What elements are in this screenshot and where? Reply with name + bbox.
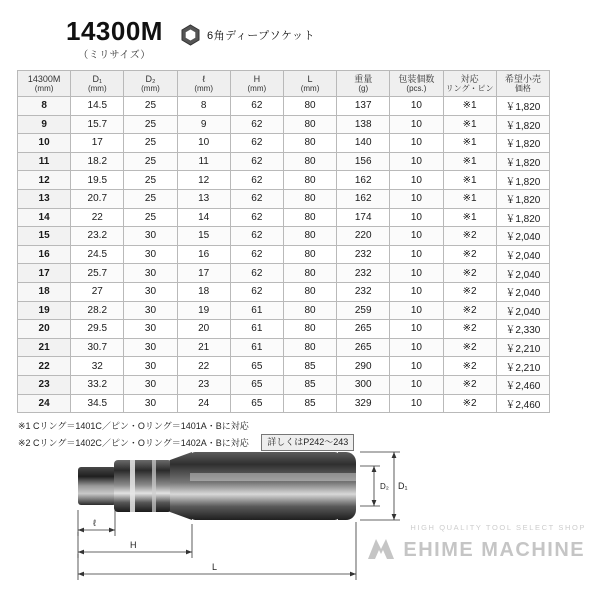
cell-size: 18 (18, 282, 71, 301)
cell-r4-c8: ※1 (443, 171, 496, 190)
shape-label: 6角ディープソケット (206, 30, 315, 42)
cell-r0-c3: 8 (177, 97, 230, 116)
cell-r9-c4: 62 (230, 264, 283, 283)
cell-r12-c9: ￥2,330 (496, 320, 549, 339)
cell-r13-c1: 30.7 (71, 338, 124, 357)
cell-r9-c5: 80 (283, 264, 336, 283)
page-header (16, 18, 584, 64)
cell-r6-c4: 62 (230, 208, 283, 227)
table-row (18, 245, 550, 264)
cell-r1-c9: ￥1,820 (496, 115, 549, 134)
cell-r6-c3: 14 (177, 208, 230, 227)
cell-r14-c3: 22 (177, 357, 230, 376)
page-title: 14300M (66, 16, 163, 46)
cell-r4-c5: 80 (283, 171, 336, 190)
cell-r11-c5: 80 (283, 301, 336, 320)
cell-r2-c9: ￥1,820 (496, 134, 549, 153)
cell-size: 20 (18, 320, 71, 339)
cell-r2-c4: 62 (230, 134, 283, 153)
cell-r6-c9: ￥1,820 (496, 208, 549, 227)
table-row (18, 208, 550, 227)
table-header-row (18, 71, 550, 97)
cell-r3-c1: 18.2 (71, 152, 124, 171)
cell-r3-c4: 62 (230, 152, 283, 171)
cell-r6-c1: 22 (71, 208, 124, 227)
footnote-1 (18, 420, 584, 434)
cell-r4-c4: 62 (230, 171, 283, 190)
cell-r11-c8: ※2 (443, 301, 496, 320)
table-body (18, 97, 550, 413)
cell-r5-c9: ￥1,820 (496, 189, 549, 208)
cell-r16-c8: ※2 (443, 394, 496, 413)
cell-size: 22 (18, 357, 71, 376)
cell-size: 8 (18, 97, 71, 116)
cell-r15-c6: 300 (337, 375, 390, 394)
watermark-tagline: HIGH QUALITY TOOL SELECT SHOP (410, 523, 586, 532)
cell-r1-c4: 62 (230, 115, 283, 134)
cell-r13-c4: 61 (230, 338, 283, 357)
cell-r1-c5: 80 (283, 115, 336, 134)
cell-r14-c5: 85 (283, 357, 336, 376)
cell-r15-c7: 10 (390, 375, 443, 394)
cell-r14-c9: ￥2,210 (496, 357, 549, 376)
footnote-1-text: ※1 Cリング＝1401C／ピン・Oリング＝1401A・Bに対応 (18, 421, 249, 432)
cell-r3-c5: 80 (283, 152, 336, 171)
table-row (18, 227, 550, 246)
table-row (18, 301, 550, 320)
cell-r0-c2: 25 (124, 97, 177, 116)
cell-r4-c2: 25 (124, 171, 177, 190)
cell-r10-c8: ※2 (443, 282, 496, 301)
cell-r16-c2: 30 (124, 394, 177, 413)
cell-r11-c3: 19 (177, 301, 230, 320)
cell-r9-c1: 25.7 (71, 264, 124, 283)
cell-r3-c9: ￥1,820 (496, 152, 549, 171)
model-block (66, 18, 163, 61)
watermark-brand: EHIME MACHINE (403, 539, 586, 561)
dim-label-h: H (130, 540, 137, 550)
cell-r16-c1: 34.5 (71, 394, 124, 413)
cell-r10-c9: ￥2,040 (496, 282, 549, 301)
cell-r16-c3: 24 (177, 394, 230, 413)
cell-r11-c4: 61 (230, 301, 283, 320)
dim-label-d2: D₂ (380, 482, 389, 491)
cell-r3-c6: 156 (337, 152, 390, 171)
cell-r1-c8: ※1 (443, 115, 496, 134)
cell-r11-c7: 10 (390, 301, 443, 320)
cell-r4-c3: 12 (177, 171, 230, 190)
cell-r8-c5: 80 (283, 245, 336, 264)
cell-r8-c1: 24.5 (71, 245, 124, 264)
cell-r16-c4: 65 (230, 394, 283, 413)
cell-r7-c6: 220 (337, 227, 390, 246)
spec-table (17, 70, 550, 413)
cell-r2-c7: 10 (390, 134, 443, 153)
cell-size: 15 (18, 227, 71, 246)
cell-r9-c7: 10 (390, 264, 443, 283)
cell-r12-c3: 20 (177, 320, 230, 339)
column-header-6: 重量 (g) (337, 71, 390, 97)
cell-r13-c3: 21 (177, 338, 230, 357)
cell-r0-c5: 80 (283, 97, 336, 116)
cell-r7-c2: 30 (124, 227, 177, 246)
cell-r16-c9: ￥2,460 (496, 394, 549, 413)
table-row (18, 338, 550, 357)
cell-r7-c9: ￥2,040 (496, 227, 549, 246)
column-header-3: ℓ (mm) (177, 71, 230, 97)
cell-size: 24 (18, 394, 71, 413)
cell-r16-c7: 10 (390, 394, 443, 413)
cell-r5-c1: 20.7 (71, 189, 124, 208)
cell-r15-c9: ￥2,460 (496, 375, 549, 394)
cell-r2-c1: 17 (71, 134, 124, 153)
cell-r7-c4: 62 (230, 227, 283, 246)
cell-r2-c8: ※1 (443, 134, 496, 153)
cell-r13-c8: ※2 (443, 338, 496, 357)
cell-r15-c3: 23 (177, 375, 230, 394)
cell-r2-c6: 140 (337, 134, 390, 153)
cell-size: 9 (18, 115, 71, 134)
cell-r15-c8: ※2 (443, 375, 496, 394)
cell-r7-c1: 23.2 (71, 227, 124, 246)
table-row (18, 320, 550, 339)
table-row (18, 134, 550, 153)
cell-r9-c9: ￥2,040 (496, 264, 549, 283)
column-header-0: 14300M (mm) (18, 71, 71, 97)
table-row (18, 189, 550, 208)
cell-r8-c3: 16 (177, 245, 230, 264)
cell-r1-c7: 10 (390, 115, 443, 134)
cell-r4-c7: 10 (390, 171, 443, 190)
cell-r12-c7: 10 (390, 320, 443, 339)
watermark-logo-icon (366, 535, 396, 566)
cell-r15-c4: 65 (230, 375, 283, 394)
cell-r7-c7: 10 (390, 227, 443, 246)
cell-r6-c8: ※1 (443, 208, 496, 227)
cell-size: 19 (18, 301, 71, 320)
cell-r3-c2: 25 (124, 152, 177, 171)
cell-size: 21 (18, 338, 71, 357)
cell-r9-c3: 17 (177, 264, 230, 283)
column-header-8: 対応 リング・ピン (443, 71, 496, 97)
cell-r6-c5: 80 (283, 208, 336, 227)
cell-r5-c2: 25 (124, 189, 177, 208)
cell-r2-c3: 10 (177, 134, 230, 153)
cell-r11-c9: ￥2,040 (496, 301, 549, 320)
cell-r9-c2: 30 (124, 264, 177, 283)
cell-r8-c8: ※2 (443, 245, 496, 264)
table-row (18, 357, 550, 376)
cell-size: 12 (18, 171, 71, 190)
cell-r0-c9: ￥1,820 (496, 97, 549, 116)
dim-label-d1: D₁ (398, 481, 408, 491)
cell-r1-c2: 25 (124, 115, 177, 134)
cell-size: 23 (18, 375, 71, 394)
page-reference-badge[interactable]: 詳しくはP242〜243 (261, 434, 354, 452)
cell-size: 14 (18, 208, 71, 227)
table-row (18, 97, 550, 116)
cell-r5-c7: 10 (390, 189, 443, 208)
cell-r0-c4: 62 (230, 97, 283, 116)
cell-r14-c8: ※2 (443, 357, 496, 376)
cell-size: 11 (18, 152, 71, 171)
cell-size: 13 (18, 189, 71, 208)
cell-r10-c2: 30 (124, 282, 177, 301)
table-row (18, 394, 550, 413)
cell-r16-c5: 85 (283, 394, 336, 413)
cell-r6-c7: 10 (390, 208, 443, 227)
table-row (18, 152, 550, 171)
cell-r5-c6: 162 (337, 189, 390, 208)
cell-r15-c5: 85 (283, 375, 336, 394)
cell-r1-c6: 138 (337, 115, 390, 134)
cell-r4-c6: 162 (337, 171, 390, 190)
cell-r11-c6: 259 (337, 301, 390, 320)
cell-r8-c6: 232 (337, 245, 390, 264)
size-note: （ミリサイズ） (78, 50, 151, 62)
cell-size: 16 (18, 245, 71, 264)
cell-r10-c7: 10 (390, 282, 443, 301)
cell-r16-c6: 329 (337, 394, 390, 413)
cell-r11-c1: 28.2 (71, 301, 124, 320)
cell-r15-c2: 30 (124, 375, 177, 394)
cell-r7-c5: 80 (283, 227, 336, 246)
table-row (18, 264, 550, 283)
cell-r4-c9: ￥1,820 (496, 171, 549, 190)
cell-r14-c4: 65 (230, 357, 283, 376)
dim-label-l-big: L (212, 562, 218, 572)
cell-r13-c6: 265 (337, 338, 390, 357)
cell-r15-c1: 33.2 (71, 375, 124, 394)
cell-r8-c4: 62 (230, 245, 283, 264)
table-row (18, 375, 550, 394)
cell-r0-c1: 14.5 (71, 97, 124, 116)
column-header-4: H (mm) (230, 71, 283, 97)
product-drawing (60, 440, 420, 590)
cell-r13-c7: 10 (390, 338, 443, 357)
cell-r7-c8: ※2 (443, 227, 496, 246)
cell-r14-c6: 290 (337, 357, 390, 376)
cell-r9-c8: ※2 (443, 264, 496, 283)
cell-size: 17 (18, 264, 71, 283)
cell-r5-c8: ※1 (443, 189, 496, 208)
cell-r10-c4: 62 (230, 282, 283, 301)
cell-r5-c4: 62 (230, 189, 283, 208)
cell-r14-c2: 30 (124, 357, 177, 376)
cell-r2-c2: 25 (124, 134, 177, 153)
footnote-2-text: ※2 Cリング＝1402C／ピン・Oリング＝1402A・Bに対応 (18, 437, 249, 448)
watermark (366, 523, 586, 566)
cell-r5-c5: 80 (283, 189, 336, 208)
cell-r5-c3: 13 (177, 189, 230, 208)
table-header (18, 71, 550, 97)
cell-r12-c6: 265 (337, 320, 390, 339)
cell-r6-c2: 25 (124, 208, 177, 227)
cell-r0-c6: 137 (337, 97, 390, 116)
column-header-1: D₁ (mm) (71, 71, 124, 97)
cell-r12-c8: ※2 (443, 320, 496, 339)
cell-r12-c4: 61 (230, 320, 283, 339)
cell-r0-c8: ※1 (443, 97, 496, 116)
shape-block (181, 24, 315, 46)
table-row (18, 171, 550, 190)
cell-r10-c6: 232 (337, 282, 390, 301)
column-header-9: 希望小売 価格 (496, 71, 549, 97)
hexagon-icon (181, 24, 200, 46)
cell-r10-c5: 80 (283, 282, 336, 301)
column-header-2: D₂ (mm) (124, 71, 177, 97)
cell-r11-c2: 30 (124, 301, 177, 320)
cell-r3-c7: 10 (390, 152, 443, 171)
column-header-5: L (mm) (283, 71, 336, 97)
cell-r9-c6: 232 (337, 264, 390, 283)
dim-label-l-small: ℓ (93, 518, 96, 528)
cell-r14-c7: 10 (390, 357, 443, 376)
cell-r1-c1: 15.7 (71, 115, 124, 134)
cell-r13-c2: 30 (124, 338, 177, 357)
cell-r10-c1: 27 (71, 282, 124, 301)
cell-r8-c2: 30 (124, 245, 177, 264)
cell-r4-c1: 19.5 (71, 171, 124, 190)
cell-r1-c3: 9 (177, 115, 230, 134)
cell-r12-c2: 30 (124, 320, 177, 339)
cell-r7-c3: 15 (177, 227, 230, 246)
cell-r13-c5: 80 (283, 338, 336, 357)
cell-r3-c3: 11 (177, 152, 230, 171)
table-row (18, 115, 550, 134)
cell-r6-c6: 174 (337, 208, 390, 227)
cell-r0-c7: 10 (390, 97, 443, 116)
cell-r13-c9: ￥2,210 (496, 338, 549, 357)
cell-r2-c5: 80 (283, 134, 336, 153)
cell-r12-c5: 80 (283, 320, 336, 339)
cell-r8-c7: 10 (390, 245, 443, 264)
watermark-brand-row (366, 535, 586, 566)
cell-r12-c1: 29.5 (71, 320, 124, 339)
cell-r3-c8: ※1 (443, 152, 496, 171)
cell-r8-c9: ￥2,040 (496, 245, 549, 264)
cell-size: 10 (18, 134, 71, 153)
cell-r10-c3: 18 (177, 282, 230, 301)
cell-r14-c1: 32 (71, 357, 124, 376)
column-header-7: 包装個数 (pcs.) (390, 71, 443, 97)
table-row (18, 282, 550, 301)
